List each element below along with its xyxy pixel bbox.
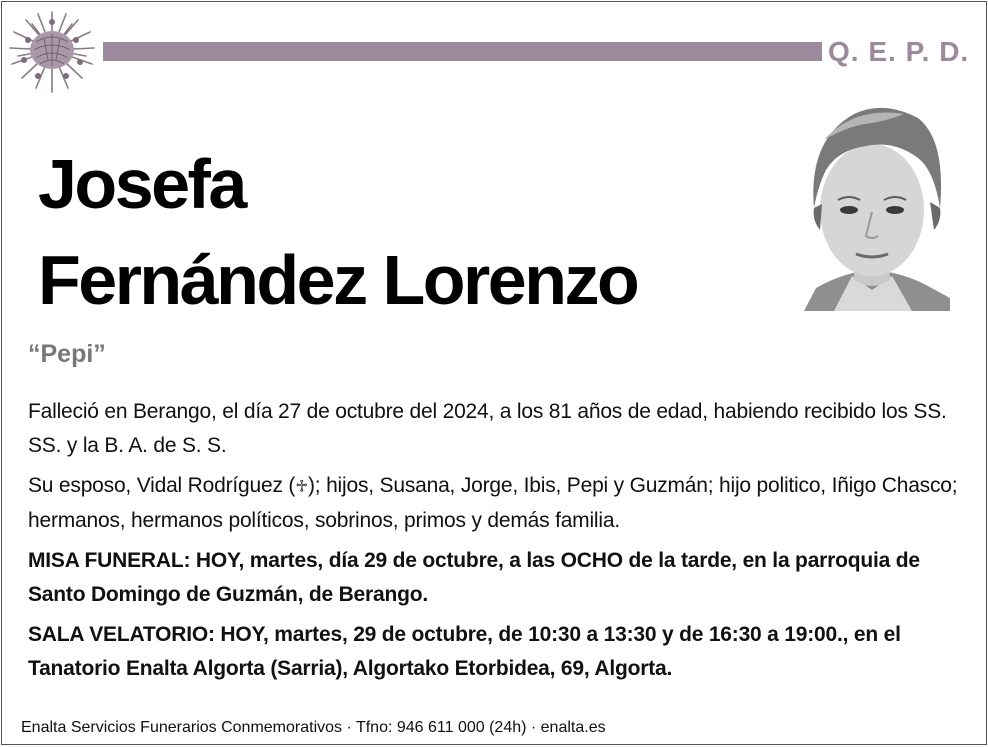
portrait-photo (794, 100, 950, 311)
thistle-flower-icon (8, 10, 96, 94)
wake-room: SALA VELATORIO: HOY, martes, 29 de octubre, de 10:30 a 13:30 y de 16:30 a 19:00., en el Tanatorio Enalta Algorta (Sarria), Algortako Etorbidea, 69, Algorta. (28, 623, 901, 680)
decorative-band (103, 42, 822, 61)
deceased-name (38, 136, 637, 328)
family-text-start: Su esposo, Vidal Rodríguez ( (28, 474, 296, 497)
obituary-card (1, 1, 987, 745)
first-name: Josefa (38, 145, 245, 223)
funeral-mass: MISA FUNERAL: HOY, martes, día 29 de octubre, a las OCHO de la tarde, en la parroquia de Santo Domingo de Guzmán, de Berango. (28, 549, 920, 606)
family-list (28, 469, 958, 538)
funeral-home-footer: Enalta Servicios Funerarios Conmemorativos · Tfno: 946 611 000 (24h) · enalta.es (21, 719, 606, 736)
nickname: “Pepi” (28, 340, 106, 368)
notice-body (28, 395, 958, 692)
death-info: Falleció en Berango, el día 27 de octubre del 2024, a los 81 años de edad, habiendo recibido los SS. SS. y la B. A. de S. S. (28, 400, 947, 457)
qepd-heading: Q. E. P. D. (828, 36, 970, 67)
surnames: Fernández Lorenzo (38, 241, 638, 319)
cross-icon: ♱ (295, 477, 309, 496)
family-text-end: ); hijos, Susana, Jorge, Ibis, Pepi y Guzmán; hijo politico, Iñigo Chasco; hermanos, hermanos políticos, sobrinos, primos y demás familia. (28, 474, 958, 532)
